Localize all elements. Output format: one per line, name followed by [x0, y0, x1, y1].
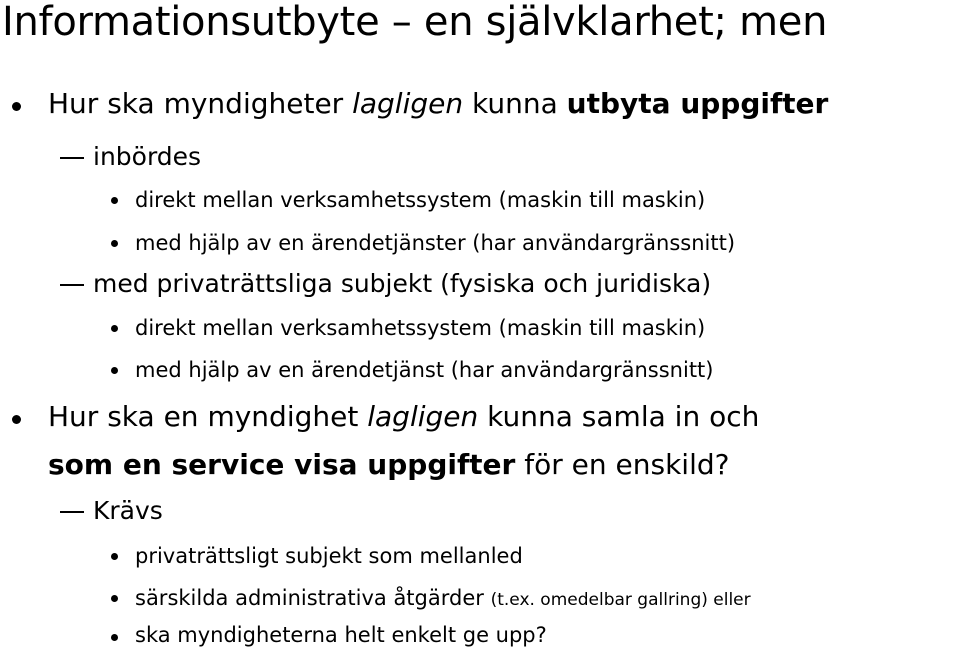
bullet-icon — [111, 634, 118, 641]
sub-2-label: med privaträttsliga subjekt (fysiska och juridiska) — [93, 269, 712, 298]
bullet-icon — [111, 595, 118, 602]
bullet-2-text-line1: Hur ska en myndighet lagligen kunna samla in och — [48, 400, 760, 433]
bullet-1-text: Hur ska myndigheter lagligen kunna utbyta uppgifter — [48, 87, 829, 120]
bullet-icon — [12, 415, 21, 424]
sub-3-item: särskilda administrativa åtgärder (t.ex. omedelbar gallring) eller — [135, 586, 751, 610]
bullet-icon — [111, 197, 118, 204]
bullet-icon — [111, 553, 118, 560]
sub-3-label: Krävs — [93, 496, 163, 525]
sub-1-item: direkt mellan verksamhetssystem (maskin till maskin) — [135, 188, 706, 212]
bullet-icon — [111, 367, 118, 374]
bullet-icon — [12, 102, 21, 111]
bullet-icon — [111, 240, 118, 247]
sub-2-item: med hjälp av en ärendetjänst (har användargränssnitt) — [135, 358, 714, 382]
bullet-icon — [111, 325, 118, 332]
sub-1-item: med hjälp av en ärendetjänster (har användargränssnitt) — [135, 231, 736, 255]
sub-3-item: ska myndigheterna helt enkelt ge upp? — [135, 623, 547, 647]
dash-icon — [60, 511, 84, 513]
sub-2-item: direkt mellan verksamhetssystem (maskin till maskin) — [135, 316, 706, 340]
sub-1-label: inbördes — [93, 142, 202, 171]
dash-icon — [60, 284, 84, 286]
slide-title: Informationsutbyte – en självklarhet; men — [2, 0, 828, 45]
bullet-2-text-line2: som en service visa uppgifter för en enskild? — [48, 448, 730, 481]
dash-icon — [60, 157, 84, 159]
sub-3-item: privaträttsligt subjekt som mellanled — [135, 544, 523, 568]
